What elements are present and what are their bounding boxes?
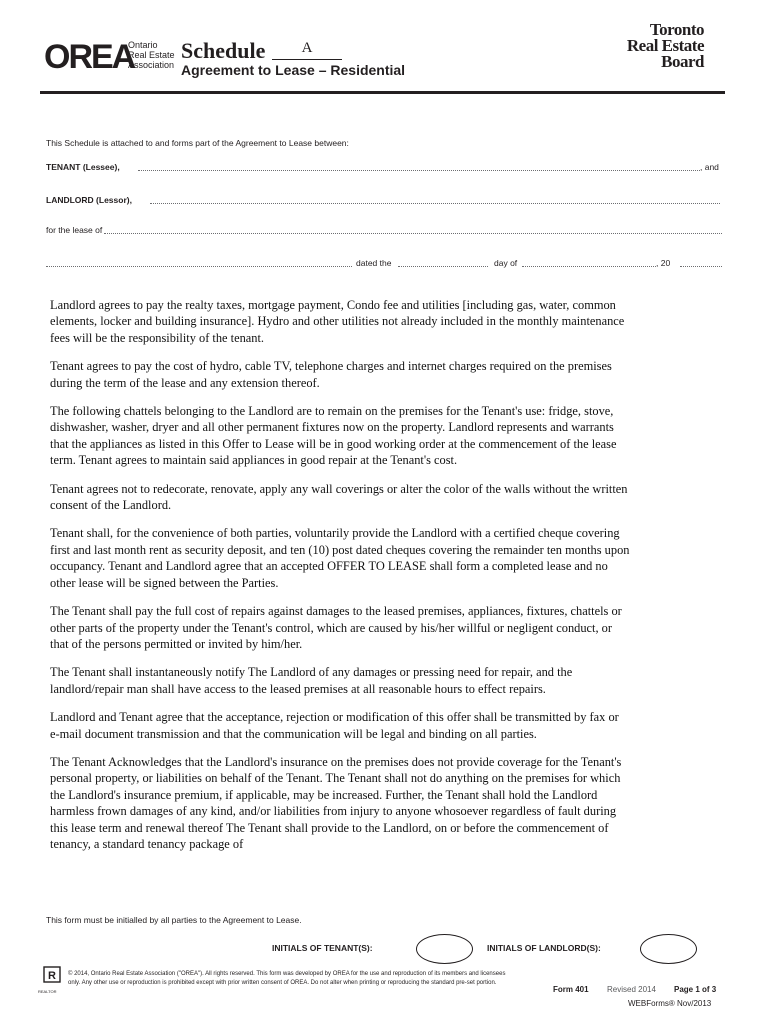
form-subtitle: Agreement to Lease – Residential [181, 62, 406, 78]
copyright-line: only. Any other use or reproduction is prohibited except with prior written consent of OREA. Do not alter when printing or reproducing the standard pre-set portion. [68, 980, 497, 986]
orea-subtitle [128, 40, 175, 70]
clause-paragraph: Tenant agrees to pay the cost of hydro, cable TV, telephone charges and internet charges required on the premises during the term of the lease and any extension thereof. [50, 359, 612, 390]
board-logo-line: Toronto [649, 20, 704, 39]
and-text: , and [700, 162, 719, 172]
orea-sub-line: Association [128, 60, 175, 70]
initial-note: This form must be initialled by all parties to the Agreement to Lease. [46, 915, 302, 925]
clause-paragraph: Tenant shall, for the convenience of both parties, voluntarily provide the Landlord with a certified cheque covering first and last month rent as security deposit, and ten (10) post dated cheques covering the remainder ten months upon occupancy. Tenant and Landlord agree that an accepted OFFER TO LEASE shall form a completed lease and no other lease will be signed between the Parties. [50, 526, 630, 590]
realtor-label: REALTOR [38, 989, 57, 994]
clause-paragraph: Landlord agrees to pay the realty taxes, mortgage payment, Condo fee and utilities [including gas, water, common elements, locker and building insurance]. Hydro and other utilities not already included in the monthly maintenance fees will be the responsibility of the tenant. [50, 298, 625, 345]
clause-paragraph: The Tenant shall instantaneously notify The Landlord of any damages or pressing need for repair, and the landlord/repair man shall have access to the leased premises at all reasonable hours to effect repairs. [50, 665, 573, 696]
webforms-label: WEBForms® Nov/2013 [628, 999, 712, 1008]
address-field[interactable] [46, 256, 352, 267]
year-field[interactable] [680, 256, 722, 267]
clause-paragraph: The Tenant shall pay the full cost of repairs against damages to the leased premises, appliances, fixtures, chattels or other parts of the property under the Tenant's control, which are caused by his/her willful or negligent conduct, or that of the persons permitted or invited by him/her. [50, 604, 622, 651]
landlord-initials-box[interactable] [640, 934, 697, 964]
initials-landlord-label: INITIALS OF LANDLORD(S): [487, 943, 601, 953]
svg-text:R: R [48, 970, 56, 982]
board-logo [610, 22, 704, 70]
schedule-body[interactable] [50, 297, 630, 852]
schedule-letter[interactable]: A [301, 40, 313, 56]
header-rule [40, 91, 725, 94]
lease-of-field[interactable] [104, 223, 722, 234]
tenant-field[interactable] [138, 160, 700, 171]
dated-field[interactable] [398, 256, 488, 267]
tenant-initials-box[interactable] [416, 934, 473, 964]
initials-tenant-label: INITIALS OF TENANT(S): [272, 943, 373, 953]
month-field[interactable] [522, 256, 656, 267]
board-logo-line: Board [661, 52, 704, 71]
lease-of-label: for the lease of [46, 225, 103, 235]
dated-label: dated the [356, 258, 392, 268]
page-number: Page 1 of 3 [674, 985, 717, 994]
clause-paragraph: The Tenant Acknowledges that the Landlord's insurance on the premises does not provide coverage for the Tenant's personal property, or liabilities on behalf of the Tenant. The Tenant shall not do anything on the premises for which the Landlord's insurance premium, if applicable, may be increased. Further, the Tenant shall hold the Landlord harmless frown damages of any kind, and/or liabilities from injury to anyone whosoever regardless of fault during this lease term and renewal thereof The Tenant shall provide to the Landlord, on or before the commencement of tenancy, a standard tenancy package of [50, 754, 622, 851]
schedule-letter-line [272, 59, 342, 60]
landlord-label: LANDLORD (Lessor), [46, 195, 132, 205]
year-label: , 20 [656, 258, 671, 268]
copyright-line: © 2014, Ontario Real Estate Association ("OREA"). All rights reserved. This form was developed by OREA for the use and reproduction of its members and licensees [68, 971, 506, 977]
realtor-icon [42, 966, 62, 988]
tenant-label: TENANT (Lessee), [46, 162, 120, 172]
landlord-field[interactable] [150, 193, 720, 204]
orea-logo: OREA [44, 38, 135, 76]
clause-paragraph: The following chattels belonging to the Landlord are to remain on the premises for the Tenant's use: fridge, stove, dishwasher, washer, dryer and all other permanent fixtures now on the property. Landlord represents and warrants that the appliances as listed in this Offer to Lease will be in good working order at the commencement of the lease term. Tenant agrees to maintain said appliances in good repair at the Tenant's cost. [50, 404, 617, 468]
intro-text: This Schedule is attached to and forms part of the Agreement to Lease between: [46, 138, 349, 148]
orea-sub-line: Real Estate [128, 50, 175, 60]
schedule-title: Schedule [181, 38, 266, 63]
clause-paragraph: Landlord and Tenant agree that the acceptance, rejection or modification of this offer shall be transmitted by fax or e-mail document transmission and that the communication will be legal and binding on all parties. [50, 710, 619, 741]
form-number: Form 401 [553, 985, 589, 994]
copyright-notice [68, 970, 538, 988]
revised-date: Revised 2014 [607, 985, 656, 994]
orea-sub-line: Ontario [128, 40, 158, 50]
board-logo-line: Real Estate [626, 36, 704, 55]
clause-paragraph: Tenant agrees not to redecorate, renovate, apply any wall coverings or alter the color of the walls without the written consent of the Landlord. [50, 481, 628, 513]
day-of-label: day of [494, 258, 518, 268]
